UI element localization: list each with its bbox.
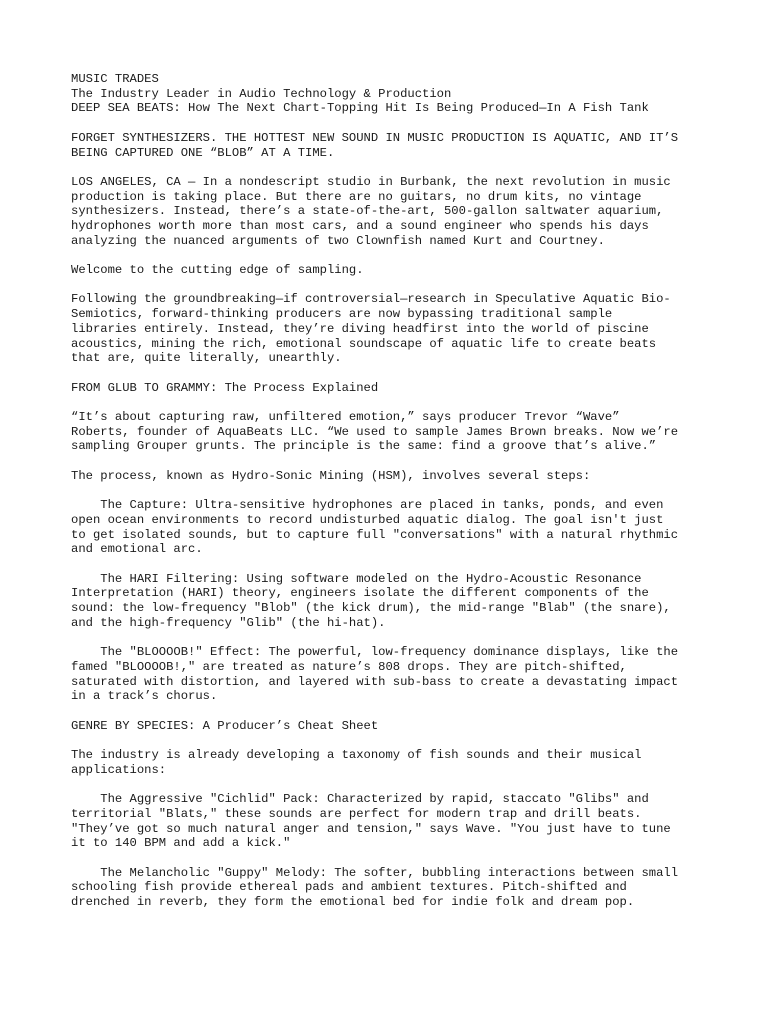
text-line: MUSIC TRADES — [71, 72, 159, 86]
body-paragraph — [71, 292, 711, 366]
text-line: and emotional arc. — [71, 542, 203, 557]
text-line: acoustics, mining the rich, emotional soundscape of aquatic life to create beats — [71, 336, 657, 351]
text-line: Welcome to the cutting edge of sampling. — [71, 263, 364, 278]
text-line: Roberts, founder of AquaBeats LLC. “We used to sample James Brown breaks. Now we’re — [71, 424, 679, 439]
section-heading — [71, 719, 711, 734]
text-line: libraries entirely. Instead, they’re diving headfirst into the world of piscine — [71, 321, 649, 336]
text-line: territorial "Blats," these sounds are perfect for modern trap and drill beats. — [71, 806, 642, 821]
text-line: GENRE BY SPECIES: A Producer’s Cheat Sheet — [71, 718, 379, 733]
text-line: and the high-frequency "Glib" (the hi-hat). — [71, 615, 386, 630]
text-line: drenched in reverb, they form the emotional bed for indie folk and dream pop. — [71, 895, 635, 910]
text-line: The process, known as Hydro-Sonic Mining (HSM), involves several steps: — [71, 468, 591, 483]
text-line: sampling Grouper grunts. The principle is the same: find a groove that’s alive.” — [71, 439, 657, 454]
list-item — [71, 498, 711, 557]
text-line: The "BLOOOOB!" Effect: The powerful, low-frequency dominance displays, like the — [71, 645, 679, 660]
list-item — [71, 645, 711, 704]
text-line: applications: — [71, 762, 167, 777]
text-line: synthesizers. Instead, there’s a state-of-the-art, 500-gallon saltwater aquarium, — [71, 204, 664, 219]
text-line: schooling fish provide ethereal pads and ambient textures. Pitch-shifted and — [71, 880, 627, 895]
text-line: Following the groundbreaking—if controversial—research in Speculative Aquatic Bio- — [71, 292, 671, 307]
text-line: BEING CAPTURED ONE “BLOB” AT A TIME. — [71, 145, 335, 160]
text-line: The Aggressive "Cichlid" Pack: Characterized by rapid, staccato "Glibs" and — [71, 792, 649, 807]
text-line: The Melancholic "Guppy" Melody: The softer, bubbling interactions between small — [71, 865, 679, 880]
text-line: hydrophones worth more than most cars, and a sound engineer who spends his days — [71, 219, 649, 233]
list-item — [71, 866, 711, 910]
text-line: analyzing the nuanced arguments of two Clownfish named Kurt and Courtney. — [71, 233, 605, 248]
text-line: Semiotics, forward-thinking producers are now bypassing traditional sample — [71, 307, 613, 322]
text-line: “It’s about capturing raw, unfiltered emotion,” says producer Trevor “Wave” — [71, 410, 620, 425]
text-line: DEEP SEA BEATS: How The Next Chart-Topping Hit Is Being Produced—In A Fish Tank — [71, 101, 649, 116]
lede-paragraph — [71, 175, 711, 249]
quote-paragraph — [71, 410, 711, 454]
text-line: famed "BLOOOOB!," are treated as nature’s 808 drops. They are pitch-shifted, — [71, 659, 627, 674]
text-line: The HARI Filtering: Using software modeled on the Hydro-Acoustic Resonance — [71, 571, 642, 586]
text-line: open ocean environments to record undisturbed aquatic dialog. The goal isn't just — [71, 512, 664, 527]
body-paragraph — [71, 263, 711, 278]
section-heading — [71, 381, 711, 396]
text-line: "They’ve got so much natural anger and tension," says Wave. "You just have to tune — [71, 821, 671, 836]
text-line: The Capture: Ultra-sensitive hydrophones are placed in tanks, ponds, and even — [71, 498, 664, 513]
text-line: it to 140 BPM and add a kick." — [71, 836, 291, 851]
text-line: LOS ANGELES, CA — In a nondescript studio in Burbank, the next revolution in music — [71, 174, 671, 189]
text-line: Interpretation (HARI) theory, engineers isolate the different components of the — [71, 586, 649, 601]
text-line: The industry is already developing a taxonomy of fish sounds and their musical — [71, 748, 642, 763]
body-paragraph — [71, 469, 711, 484]
text-line: that are, quite literally, unearthly. — [71, 351, 342, 366]
list-item — [71, 792, 711, 851]
text-line: The Industry Leader in Audio Technology & Production — [71, 86, 452, 101]
text-line: to get isolated sounds, but to capture full "conversations" with a natural rhythmic — [71, 527, 679, 542]
list-item — [71, 572, 711, 631]
text-line: sound: the low-frequency "Blob" (the kick drum), the mid-range "Blab" (the snare), — [71, 601, 671, 616]
masthead — [71, 72, 711, 116]
text-line: FORGET SYNTHESIZERS. THE HOTTEST NEW SOUND IN MUSIC PRODUCTION IS AQUATIC, AND IT’S — [71, 130, 679, 145]
document-page — [71, 72, 711, 910]
text-line: saturated with distortion, and layered with sub-bass to create a devastating impact — [71, 674, 679, 689]
text-line: FROM GLUB TO GRAMMY: The Process Explained — [71, 380, 379, 395]
body-paragraph — [71, 748, 711, 777]
text-line: production is taking place. But there are no guitars, no drum kits, no vintage — [71, 189, 642, 204]
subheadline — [71, 131, 711, 160]
text-line: in a track’s chorus. — [71, 689, 218, 704]
